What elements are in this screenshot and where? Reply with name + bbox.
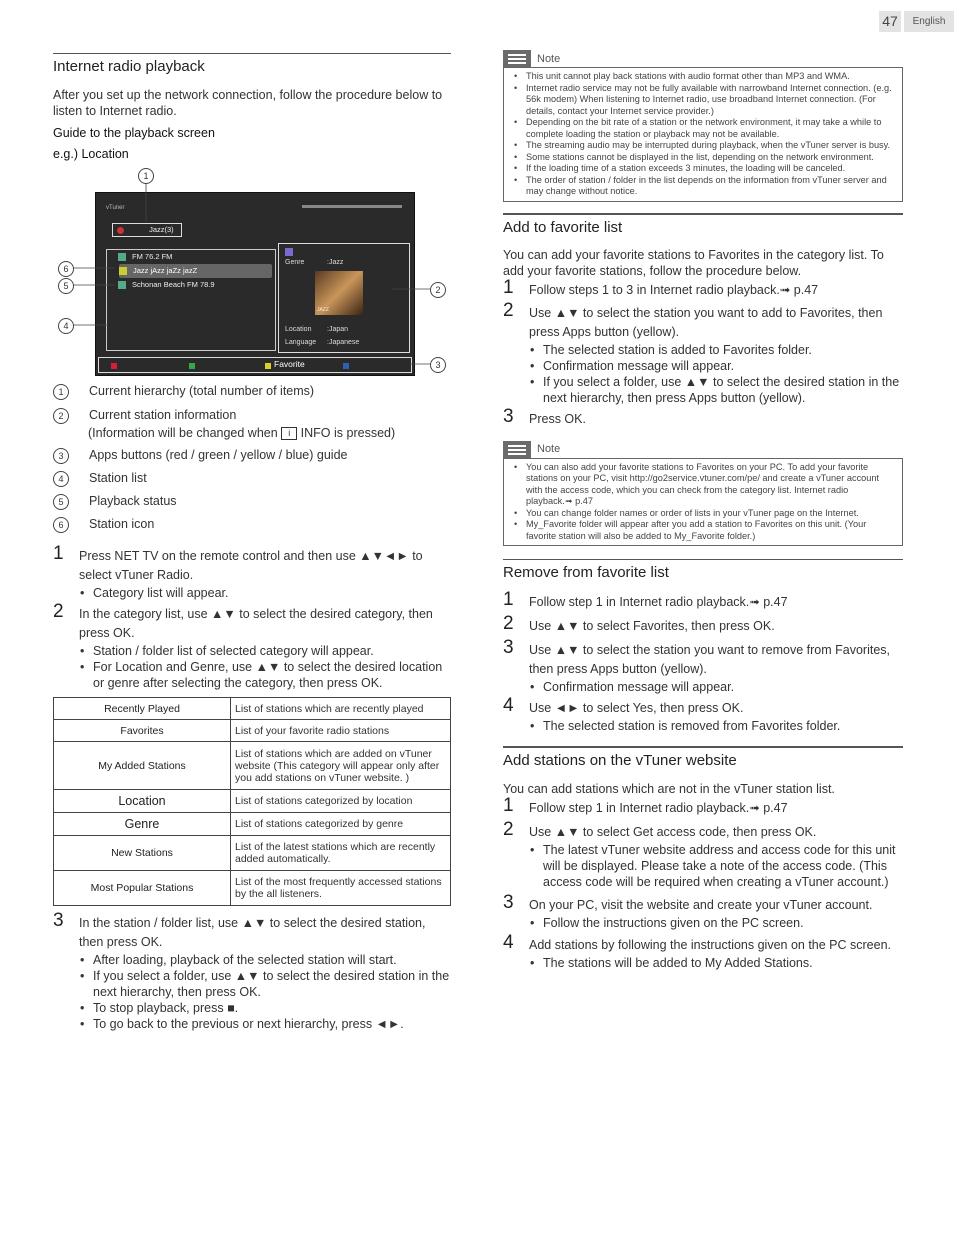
steps-1-2	[53, 543, 451, 691]
section-title-internet-radio: Internet radio playback	[53, 53, 451, 75]
language-value: :Japanese	[327, 339, 360, 346]
note-icon	[503, 441, 531, 458]
station-item[interactable]: Schonan Beach FM 78.9	[107, 278, 275, 292]
bullet: • Confirmation message will appear.	[543, 358, 903, 374]
location-value: :Japan	[327, 326, 349, 333]
example-label: e.g.) Location	[53, 147, 129, 161]
bullet: • After loading, playback of the selected station will start.	[93, 952, 451, 968]
bullet: • The selected station is removed from Favorites folder.	[543, 718, 903, 734]
station-item-selected[interactable]: Jazz jAzz jaZz jazZ	[119, 264, 272, 278]
right-column	[503, 50, 903, 971]
rem-step-3: 3 Use ▲▼ to select the station you want to remove from Favorites, then press Apps button (yellow).	[503, 637, 890, 676]
callout-3: 3	[430, 357, 446, 373]
rem-step-4: 4 Use ◄► to select Yes, then press OK.	[503, 695, 744, 716]
bullet: • The stations will be added to My Added Stations.	[543, 955, 903, 971]
breadcrumb: Jazz(3)	[112, 223, 182, 237]
callout-5: 5	[58, 278, 74, 294]
language-label: Language	[285, 339, 317, 346]
note-header: Note	[503, 50, 903, 67]
location-label: Location	[285, 326, 312, 333]
table-row: Favorites List of your favorite radio stations	[54, 720, 451, 742]
fav-step-3: 3 Press OK.	[503, 405, 586, 427]
station-item[interactable]: FM 76.2 FM	[107, 250, 275, 264]
bullet: • If you select a folder, use ▲▼ to select the desired station in the next hierarchy, then press OK.	[93, 968, 451, 1000]
favorite-label: Favorite	[274, 359, 305, 369]
section-title-remove-favorite: Remove from favorite list	[503, 559, 903, 581]
callout-6: 6	[58, 261, 74, 277]
step-2: 2 In the category list, use ▲▼ to select the desired category, then press OK.	[53, 601, 433, 640]
intro-text: After you set up the network connection, follow the procedure below to listen to Internet radio.	[53, 88, 443, 118]
callout-4: 4	[58, 318, 74, 334]
section-title-add-stations: Add stations on the vTuner website	[503, 746, 903, 769]
rem-step-1: 1 Follow step 1 in Internet radio playback.➟ p.47	[503, 589, 788, 610]
callout-2: 2	[430, 282, 446, 298]
table-row: Location List of stations categorized by location	[54, 790, 451, 813]
bullet: • The latest vTuner website address and access code for this unit will be displayed. Please take a note of the access code. (This access code will be required when creating a vTuner account.)	[543, 842, 903, 890]
bullet: • For Location and Genre, use ▲▼ to select the desired location or genre after selecting the category, then press OK.	[93, 659, 451, 691]
table-row: Recently Played List of stations which are recently played	[54, 698, 451, 720]
legend-item: 5 Playback status	[53, 490, 451, 513]
bullet: • If you select a folder, use ▲▼ to select the desired station in the next hierarchy, then press Apps button (yellow).	[543, 374, 903, 406]
bullet: • Station / folder list of selected category will appear.	[93, 643, 451, 659]
fav-step-2: 2 Use ▲▼ to select the station you want to add to Favorites, then press Apps button (yellow).	[503, 299, 883, 339]
legend-item: 6 Station icon	[53, 513, 451, 536]
fav-intro: You can add your favorite stations to Favorites in the category list. To add your favorite stations, follow the procedure below.	[503, 247, 884, 278]
callout-1: 1	[138, 168, 154, 184]
add-step-1: 1 Follow step 1 in Internet radio playback.➟ p.47	[503, 795, 788, 816]
bullet: • The selected station is added to Favorites folder.	[543, 342, 903, 358]
legend-item: 3 Apps buttons (red / green / yellow / blue) guide	[53, 444, 451, 467]
genre-value: :Jazz	[327, 259, 344, 266]
page-number: 47	[879, 11, 901, 32]
note-box-1: • This unit cannot play back stations with audio format other than MP3 and WMA. • Internet radio service may not be fully available with narrowband Internet connection. (e.g. 56k modem) When listening to Internet radio, use broadband Internet connection. (For details, contact your Internet service provider.) • Depending on the bit rate of a station or the network environment, it may take a while to complete loading the station or playback may not be available. • The streaming audio may be interrupted during playback, when the vTuner server is busy. • Some stations cannot be displayed in the list, depending on the network environment. • If the loading time of a station exceeds 3 minutes, the loading will be canceled. • The order of station / folder in the list depends on the information from vTuner server and may change without notice.	[503, 67, 903, 202]
legend-item: 2 Current station information	[53, 406, 451, 424]
bullet: • To stop playback, press ■.	[93, 1000, 451, 1016]
legend-item: 1 Current hierarchy (total number of items)	[53, 380, 451, 403]
info-button-icon: i	[281, 427, 297, 440]
legend-sub: (Information will be changed when i INFO is pressed)	[88, 426, 396, 440]
bullet: • Category list will appear.	[93, 585, 451, 601]
note-icon	[503, 50, 531, 67]
add-step-3: 3 On your PC, visit the website and create your vTuner account.	[503, 892, 873, 913]
note-box-2: • You can also add your favorite stations to Favorites on your PC. To add your favorite stations on your PC, visit http://go2service.vtuner.com/pe/ and create a vTuner account with the access code, which you can check from the category list. Internet radio playback.➟ p.47 • You can change folder names or order of lists in your vTuner page on the Internet. • My_Favorite folder will appear after you add a station to Favorites on this unit. (Your favorite station will also be added to My_Favorite folder.)	[503, 458, 903, 547]
genre-label: Genre	[285, 259, 305, 266]
fav-step-1: 1 Follow steps 1 to 3 in Internet radio playback.➟ p.47	[503, 276, 819, 298]
category-table	[53, 697, 451, 906]
language-tag: English	[904, 11, 954, 32]
guide-label: Guide to the playback screen	[53, 126, 215, 140]
legend	[53, 380, 451, 536]
album-art: JAZZ	[315, 271, 363, 315]
bullet: • To go back to the previous or next hierarchy, press ◄►.	[93, 1016, 451, 1032]
note-header: Note	[503, 441, 903, 458]
step-1: 1 Press NET TV on the remote control and then use ▲▼◄► to select vTuner Radio.	[53, 543, 423, 582]
legend-item: 4 Station list	[53, 467, 451, 490]
add-step-2: 2 Use ▲▼ to select Get access code, then press OK.	[503, 819, 817, 840]
add-intro: You can add stations which are not in the vTuner station list.	[503, 782, 835, 796]
step-3: 3 In the station / folder list, use ▲▼ to select the desired station, then press OK.	[53, 910, 426, 949]
table-row: New Stations List of the latest stations which are recently added automatically.	[54, 836, 451, 871]
vtuner-logo: vTuner	[106, 205, 125, 211]
bullet: • Confirmation message will appear.	[543, 679, 903, 695]
rem-step-2: 2 Use ▲▼ to select Favorites, then press OK.	[503, 613, 775, 634]
add-step-4: 4 Add stations by following the instructions given on the PC screen.	[503, 932, 892, 953]
table-row: Genre List of stations categorized by genre	[54, 813, 451, 836]
step-3-block	[53, 910, 451, 1032]
bullet: • Follow the instructions given on the PC screen.	[543, 915, 903, 931]
table-row: My Added Stations List of stations which are added on vTuner website (This category will appear only after you add stations on vTuner website. )	[54, 742, 451, 790]
section-title-add-favorite: Add to favorite list	[503, 213, 903, 236]
table-row: Most Popular Stations List of the most frequently accessed stations by the all listeners.	[54, 871, 451, 906]
